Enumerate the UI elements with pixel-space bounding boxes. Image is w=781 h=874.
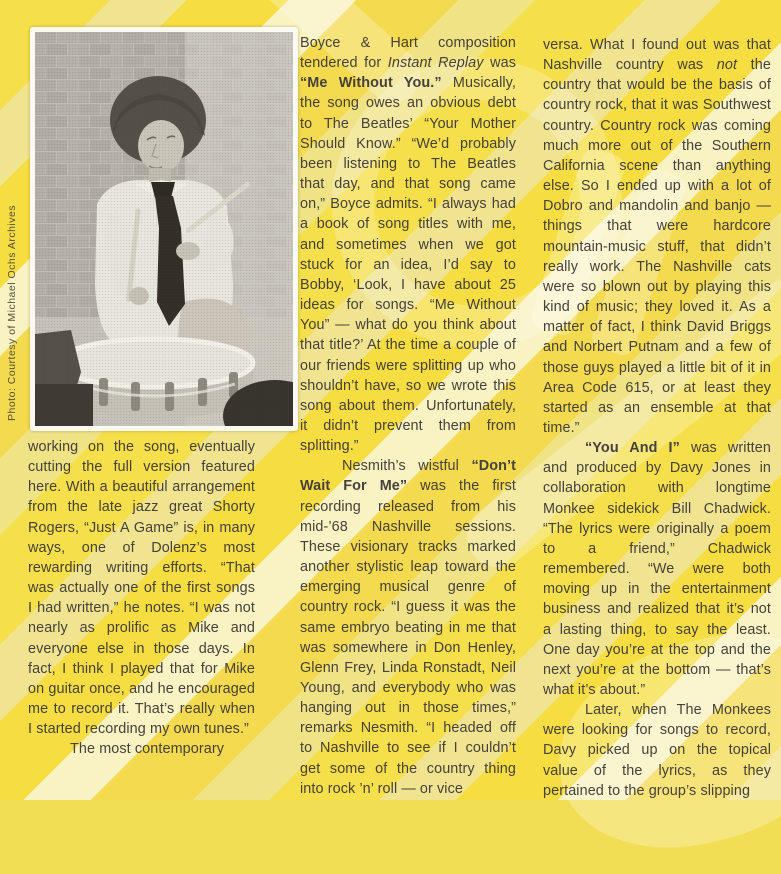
paragraph <box>300 456 516 799</box>
text-run: was the first recording released from his mid-’68 Nashville sessions. These visionary tracks marked another stylistic leap toward the emerging musical genre of country rock. “I guess it was the same embryo beating in me that was somewhere in Don Henley, Glenn Frey, Linda Ronstadt, Neil Young, and everybody who was hanging out in those times,” remarks Nesmith. “I headed off to Nashville to see if I couldn’t get some of the country thing into rock ’n’ roll — or vice <box>300 478 517 797</box>
paragraph <box>300 33 516 456</box>
paragraph <box>28 739 255 759</box>
drummer-photo <box>35 32 293 426</box>
text-run: not <box>716 57 738 74</box>
text-run: Musically, the song owes an obvious debt to The Beatles’ “Your Mother Should Know.” “We’d probably been listening to The Beatles that day, and that song came on,” Boyce admits. “I always had a book of song titles with me, and sometimes when we got stuck for an idea, I’d say to Bobby, ‘Look, I have about 25 ideas for songs. “Me Without You” — what do you think about that title?’ At the time a couple of our friends were splitting up who shouldn’t have, so we wrote this song about them. Unfortunately, it didn’t prevent them from splitting.” <box>300 75 516 455</box>
paragraph <box>543 438 771 700</box>
text-run: Boyce & Hart composition tendered for <box>300 35 516 72</box>
text-run: Instant Replay <box>387 55 484 72</box>
text-run: “Me Without You.” <box>300 75 442 92</box>
text-run: Nesmith’s wistful <box>342 458 472 475</box>
photo-credit: Photo: Courtesy of Michael Ochs Archives <box>6 204 18 421</box>
paragraph <box>28 437 255 739</box>
text-run: “You And I” <box>585 440 680 457</box>
text-run: was <box>483 55 516 72</box>
column-left <box>28 437 255 760</box>
text-run: the country that would be the basis of country rock, that it was Southwest country. Country rock was coming much more out of the Southern California scene than anything else. So I ended up with a lot of Dobro and mandolin and banjo — things that were hardcore mountain-music stuff, that didn’t really work. The Nashville cats were so blown out by playing this kind of music; they loved it. As a matter of fact, I think David Briggs and Norbert Putnam and a few of those guys played a little bit of it in Area Code 615, or at least they started as an ensemble at that time.” <box>543 57 771 436</box>
text-run: working on the song, eventually cutting the full version featured here. With a beautiful arrangement from the late jazz great Shorty Rogers, “Just A Game” is, in many ways, one of Dolenz’s most rewarding writing efforts. “That was actually one of the first songs I had written,” he notes. “I was not nearly as prolific as Mike and everyone else in those days. In fact, I think I played that for Mike on guitar once, and he encouraged me to record it. That’s really when I started recording my own tunes.” <box>28 439 255 738</box>
text-run: versa. What I found out was that Nashville country was <box>543 37 771 74</box>
column-right <box>543 35 771 801</box>
text-run: The most contemporary <box>70 741 225 758</box>
text-run: “Don’t Wait For Me” <box>300 458 516 495</box>
column-middle <box>300 33 516 799</box>
text-run: was written and produced by Davy Jones in collaboration with longtime Monkee sidekick Bill Chadwick. “The lyrics were originally a poem to a friend,” Chadwick remembered. “We were both moving up in the entertainment business and realized that it’s not a lasting thing, to say the least. One day you’re at the top and the next you’re at the bottom — that’s what it’s about.” <box>543 440 771 698</box>
paragraph <box>543 35 771 438</box>
paragraph <box>543 700 771 801</box>
text-run: Later, when The Monkees were looking for songs to record, Davy picked up on the topical value of the lyrics, as they pertained to the group’s slipping <box>543 702 771 799</box>
photo-frame <box>30 27 298 431</box>
